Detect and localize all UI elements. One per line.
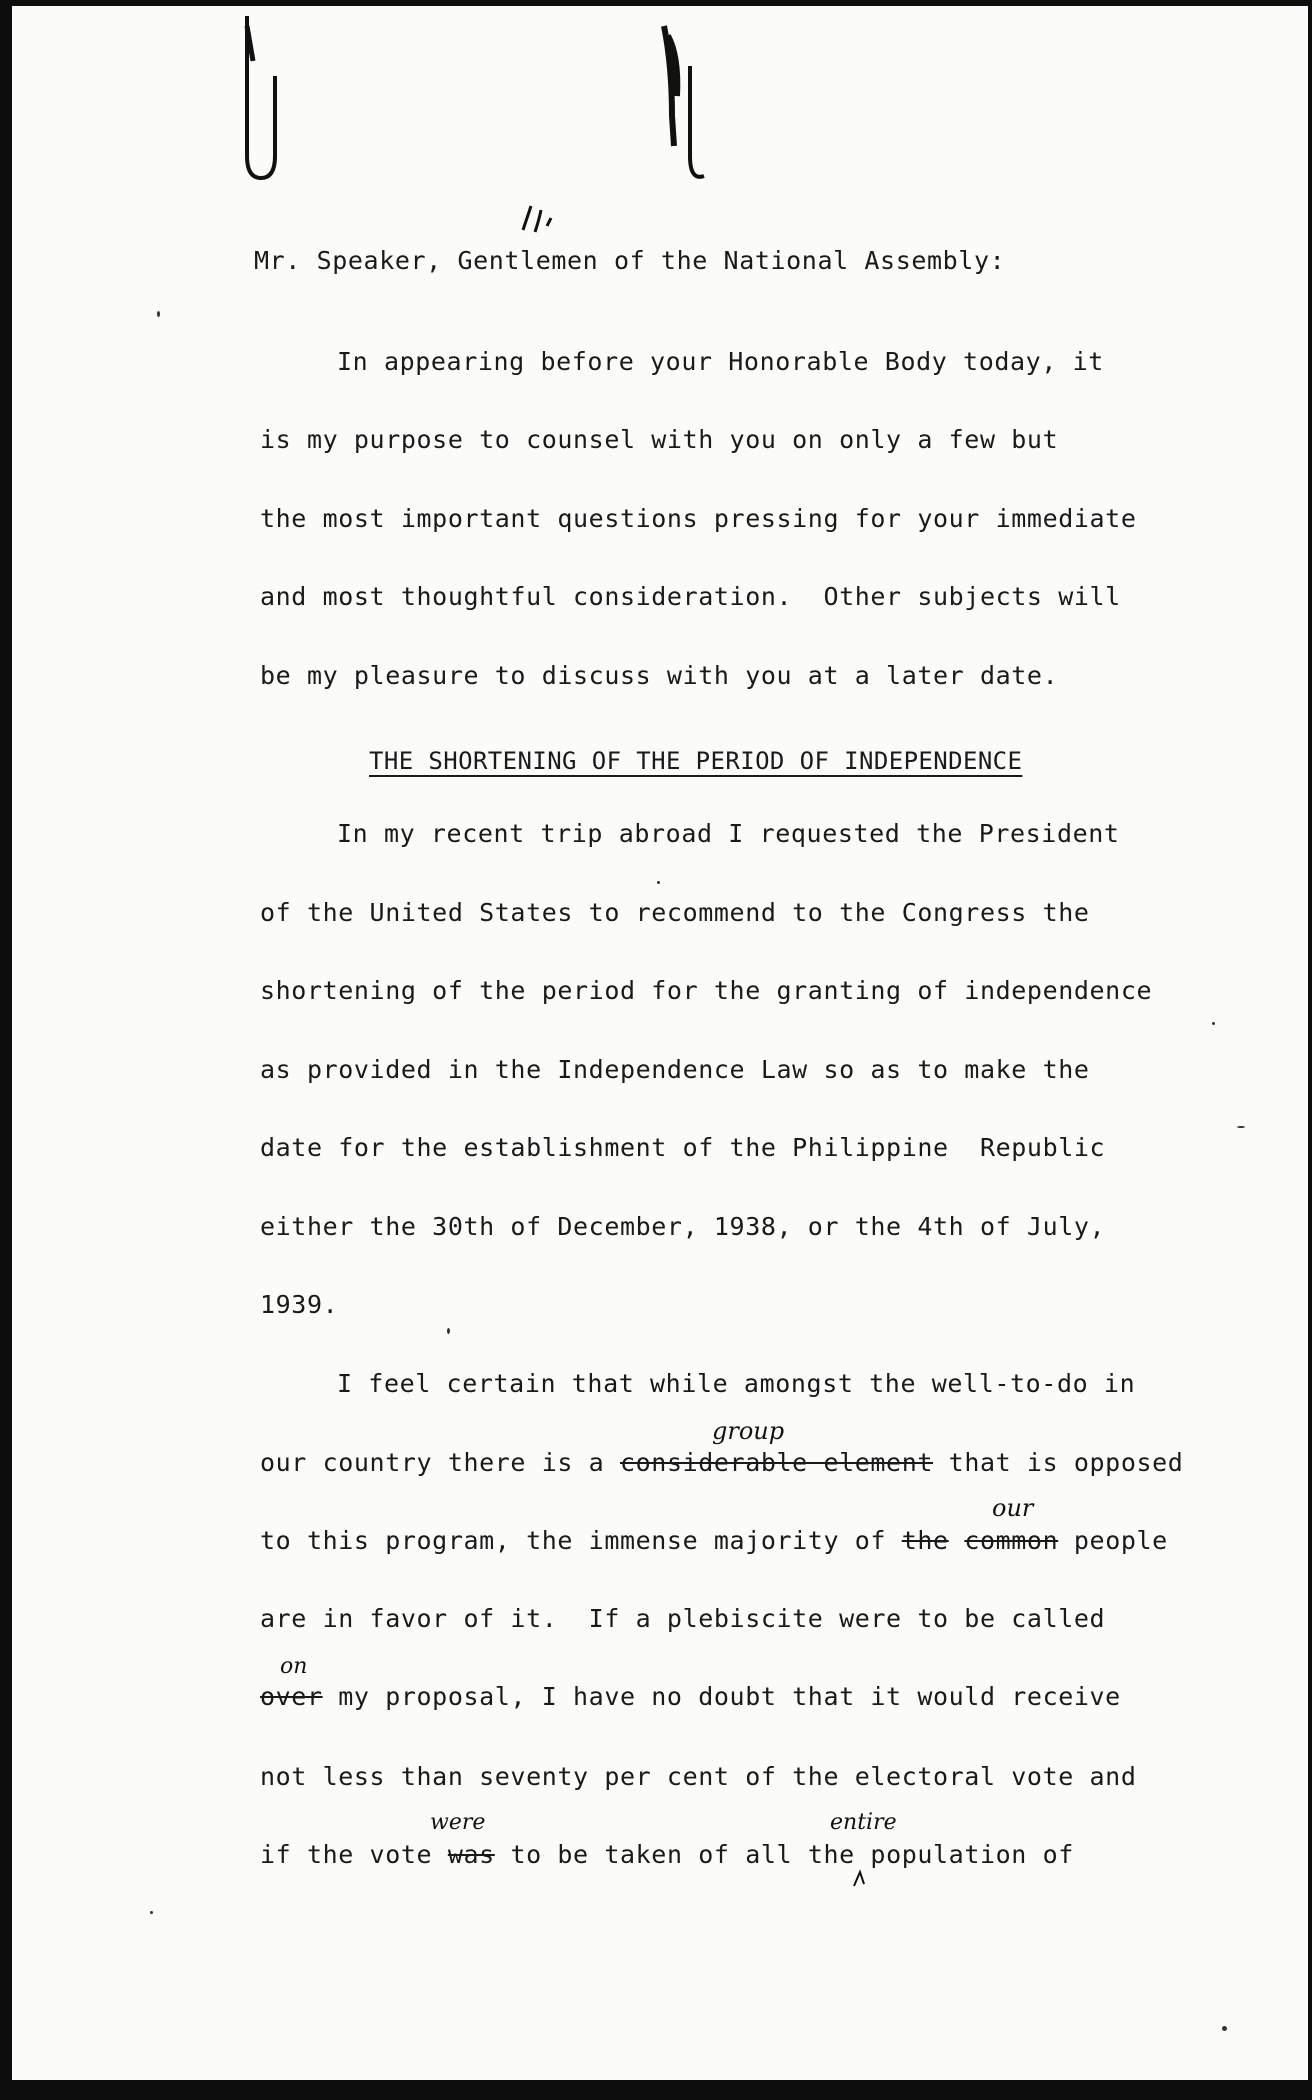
speck (1212, 1022, 1215, 1025)
document-page (12, 6, 1308, 2080)
certain-line-3 (260, 1526, 1168, 1556)
handwritten-insert-group: group (712, 1417, 785, 1445)
text-segment: our country there is a (260, 1448, 620, 1477)
text-segment: my proposal, I have no doubt that it would receive (322, 1682, 1121, 1711)
intro-line-4: and most thoughtful consideration. Other subjects will (260, 582, 1121, 611)
insertion-caret-icon (850, 1868, 874, 1888)
salutation: Mr. Speaker, Gentlemen of the National Assembly: (254, 246, 1006, 275)
trip-line-6: either the 30th of December, 1938, or the 4th of July, (260, 1212, 1106, 1241)
paper-clip-right-icon (642, 6, 712, 191)
handwritten-insert-our: our (992, 1494, 1034, 1522)
speck (1237, 1126, 1245, 1128)
section-heading: THE SHORTENING OF THE PERIOD OF INDEPENDENCE (369, 747, 1023, 775)
text-segment: if the vote (260, 1840, 448, 1869)
certain-line-7 (260, 1840, 1074, 1870)
trip-line-3: shortening of the period for the granting of independence (260, 976, 1153, 1005)
handwritten-insert-were: were (430, 1810, 486, 1835)
intro-line-2: is my purpose to counsel with you on only a few but (260, 425, 1059, 454)
intro-line-1: In appearing before your Honorable Body today, it (337, 347, 1104, 376)
certain-line-4: are in favor of it. If a plebiscite were to be called (260, 1604, 1106, 1633)
intro-line-5: be my pleasure to discuss with you at a later date. (260, 661, 1059, 690)
paper-clip-left-icon (227, 6, 287, 186)
trip-line-2: of the United States to recommend to the Congress the (260, 898, 1090, 927)
speck (157, 311, 160, 317)
struck-text: the (901, 1526, 949, 1555)
handwritten-insert-on: on (280, 1654, 308, 1679)
certain-line-6: not less than seventy per cent of the electoral vote and (260, 1762, 1137, 1791)
handwritten-insert-entire: entire (830, 1810, 897, 1835)
trip-line-7: 1939. (260, 1290, 339, 1319)
struck-text: was (447, 1840, 495, 1869)
certain-line-1: I feel certain that while amongst the well-to-do in (337, 1369, 1136, 1398)
struck-text: over (260, 1682, 323, 1711)
text-segment: to be taken of all the population of (494, 1840, 1074, 1869)
trip-line-4: as provided in the Independence Law so as to make the (260, 1055, 1090, 1084)
speck (1222, 2026, 1227, 2031)
text-segment (949, 1526, 965, 1555)
text-segment: that is opposed (933, 1448, 1184, 1477)
speck (657, 881, 660, 884)
intro-line-3: the most important questions pressing for your immediate (260, 504, 1137, 533)
certain-line-5 (260, 1682, 1121, 1712)
trip-line-1: In my recent trip abroad I requested the President (337, 819, 1120, 848)
speck (447, 1328, 450, 1334)
struck-text: considerable element (619, 1448, 934, 1477)
text-segment: to this program, the immense majority of (260, 1526, 902, 1555)
struck-text: common (964, 1526, 1059, 1555)
speck (150, 1911, 153, 1914)
ink-mark-icon (517, 196, 557, 236)
certain-line-2 (260, 1448, 1183, 1478)
trip-line-5: date for the establishment of the Philippine Republic (260, 1133, 1106, 1162)
text-segment: people (1058, 1526, 1168, 1555)
